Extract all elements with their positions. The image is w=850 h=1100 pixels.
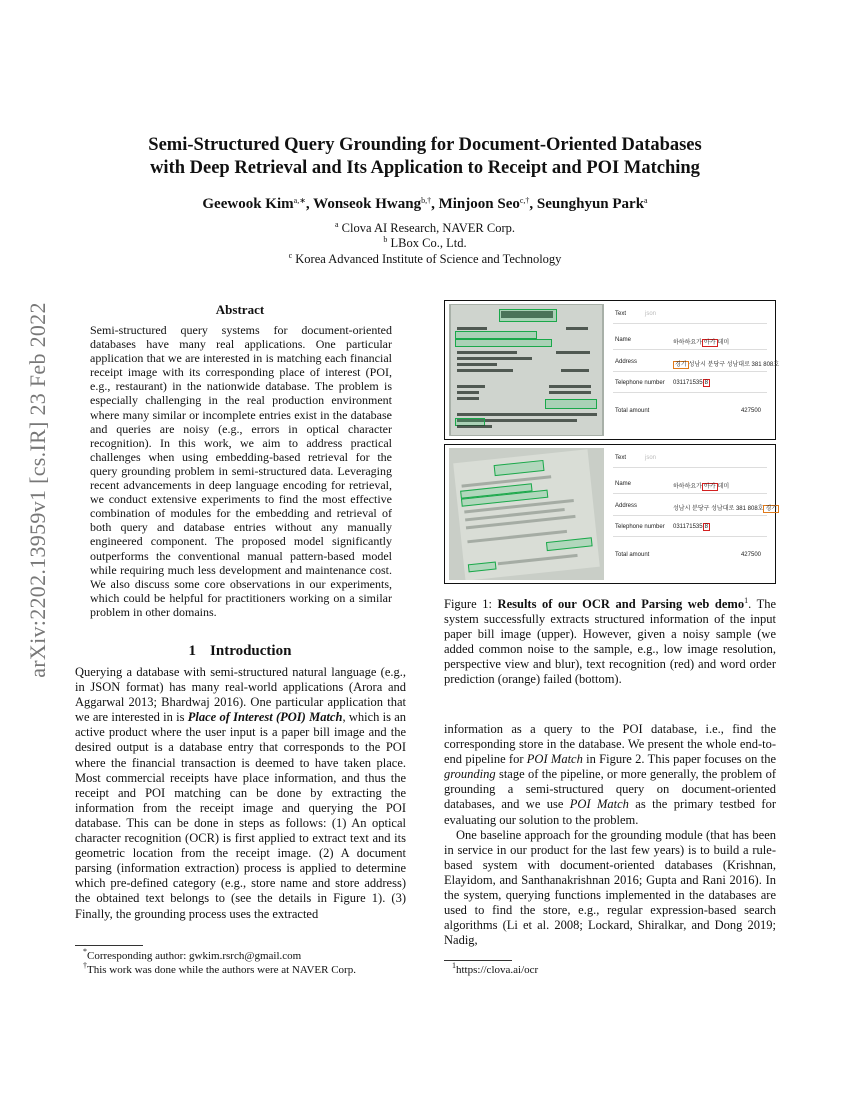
receipt-text-line [566,327,588,330]
form-label: Total amount [615,408,650,414]
receipt-text-line [549,391,591,394]
author-separator: , [431,196,439,212]
author-separator: , [305,196,314,212]
form-value: 427500 [740,552,761,558]
footnote-text: Corresponding author: gwkim.rsrch@gmail.com [87,950,302,962]
form-label: Text [615,311,627,317]
ocr-demo-panel-noisy [444,444,776,584]
paragraph [444,722,776,828]
value-run: 하하하요가 [673,340,702,346]
recognition-error-box: 아카 [703,340,716,346]
order-error-box: 경기 [675,362,687,368]
value-run: 데미 [717,340,730,346]
arxiv-identifier: arXiv:2202.13959v1 [cs.IR] 23 Feb 2022 [25,302,50,678]
author-mark: a [644,196,648,205]
receipt-text-line [457,357,532,360]
receipt-text-line [457,363,497,366]
form-divider [613,493,767,494]
receipt-image-noisy [449,448,604,580]
parsed-form [607,445,778,583]
footnote-mark: 1 [452,961,456,970]
ocr-box [546,537,593,551]
affiliation-mark: a [334,220,339,229]
text-run: Querying a database with semi-structured natural language (e.g., in JSON format) has many real-world applications (Arora and Aggarwal 2013; Bhardwaj 2016). One particular application that we are interested in is [75,665,406,725]
paragraph: One baseline approach for the grounding module (that has been in service in our product for the last few years) is to build a rule-based system with document-oriented databases (Krishnan, Elayidom, and Santhanakrishnan 2016; Gupta and Rani 2016). In the system, querying functions implemented in the databases are used to find the store, e.g., regular expression-based search algorithms (Li et al. 2008; Lockard, Shiralkar, and Dong 2019; Nadig, [444,827,776,948]
receipt-paper [453,449,600,580]
text-run: in Figure 2. This paper focuses on the [582,752,777,767]
form-label: Telephone number [615,380,665,386]
intro-body [75,665,406,922]
footnote-text: This work was done while the authors were at NAVER Corp. [87,964,356,976]
paper-title [100,134,750,180]
author-separator: , [529,196,537,212]
figure-caption [444,597,776,688]
receipt-text-line [457,425,492,428]
affiliation-text: Korea Advanced Institute of Science and Technology [292,252,562,266]
footnote-ref: 1 [744,596,749,605]
ocr-box [455,339,552,347]
recognition-error-box: 8 [704,380,708,386]
ocr-box [545,399,597,409]
emphasis: grounding [444,767,496,782]
emphasis: POI Match [569,797,629,812]
title-line-1: Semi-Structured Query Grounding for Document-Oriented Databases [148,135,702,155]
affiliation-text: LBox Co., Ltd. [387,236,467,250]
author-mark: c,† [519,196,530,205]
ocr-box [499,309,557,322]
form-divider [613,323,767,324]
footnote [83,947,403,963]
receipt-text-line [457,351,517,354]
recognition-error-box: 아카 [703,484,716,490]
receipt-text-line [457,327,487,330]
order-error-box: 경기 [765,506,778,512]
parsed-form [607,301,780,439]
abstract-heading: Abstract [215,302,265,317]
text-run: , which is an active product where the user input is a paper bill image and the desired output is a database entry that corresponds to the POI where the financial transaction is deemed to have taken place. Most commercial receipts have place information, and thus the receipt and POI matching can be done by extracting the information from the receipt image and querying the POI database. This can be done in steps as follows: (1) An optical character recognition (OCR) is first applied to extract text and its geometric location from the receipt image. (2) A document parsing (information extraction) process is applied to determine which pre-defined category (e.g., store name and store address) the obtained text belongs to (see the details in Figure 1). (3) Finally, the grounding process uses the extracted [75,710,407,921]
affiliation [100,235,750,251]
section-heading [75,643,405,660]
text-run: stage of the pipeline, or more generally, the problem of grounding a semi-structured query on document-oriented databases, and we use [444,767,776,812]
form-label: Name [615,337,632,343]
emphasis-poi-match: Place of Interest (POI) Match [187,710,343,725]
abstract-text: Semi-structured query systems for document-oriented databases have many real applications. One particular application that we are interested in is matching each financial receipt image with its corresponding place of interest (POI, e.g., restaurant) in the nationwide database. The problem is especially challenging in the real production environment where many similar or incomplete entries exist in the database and queries are noisy (e.g., errors in optical character recognition). In this work, we aim to address practical challenges when using embedding-based retrieval for the query grounding problem in semi-structured data. Leveraging recent advancements in deep language encoding for retrieval, we conduct extensive experiments to find the most effective combination of modules for the embedding and retrieval of both query and database entries without any manually engineered component. The proposed model significantly outperforms the conventional manual pattern-based model while requiring much less development and maintenance cost. We also discuss some core observations in our experiments, which could be helpful for practitioners working on a similar problem in other domains. [90,323,392,619]
affiliation [100,220,750,236]
form-value [673,380,710,386]
form-divider [613,392,767,393]
section-title: Introduction [210,643,292,659]
form-placeholder: json [645,311,657,317]
form-value [673,503,779,512]
text-run: information as a query to the POI database, i.e., find the corresponding store in the database. We present the whole end-to-end pipeline for [444,722,776,767]
form-value [673,481,729,490]
arxiv-sidebar [18,300,58,680]
form-label: Text [615,455,627,461]
form-value [673,337,729,346]
author-name: Minjoon Seo [438,196,520,212]
recognition-error-box: 8 [704,524,708,530]
value-run: 데미 [717,484,730,490]
footnote-mark: † [83,961,87,970]
form-label: Telephone number [615,524,665,530]
ocr-box [494,460,545,476]
form-placeholder: json [645,455,657,461]
form-label: Address [615,503,638,509]
receipt-text-line [556,351,590,354]
caption-label: Figure 1: [444,597,498,611]
ocr-box [468,561,497,572]
value-run: 031171535 [673,524,703,530]
affiliation-text: Clova AI Research, NAVER Corp. [338,221,516,235]
receipt-text-line [457,385,485,388]
receipt-text-line [561,369,589,372]
author-mark: b,† [421,196,432,205]
receipt-text-line [457,413,597,416]
form-label: Address [615,359,638,365]
receipt-text-line [457,391,479,394]
form-label: Total amount [615,552,650,558]
form-value [673,359,779,368]
value-run: 하하하요가 [673,484,702,490]
emphasis: POI Match [526,752,583,767]
receipt-text-line [549,385,591,388]
section-number: 1 [188,643,197,659]
form-value [673,524,710,530]
value-run: 성남시 분당구 성남대로 381 808호 [688,362,780,368]
caption-text: . The system successfully extracts structured information of the input paper bill image (upper). However, given a noisy sample (we added common noise to the sample, e.g., low image resolution, perspective view and blur), text recognition (red) and word order prediction (orange) failed (bottom). [444,597,777,687]
author-list [100,196,750,213]
affiliation-mark: b [383,235,388,244]
footnote-rule [75,945,143,946]
footnote [452,961,772,977]
form-divider [613,349,767,350]
form-value: 427500 [740,408,761,414]
value-run: 031171535 [673,380,703,386]
receipt-text-line [457,397,479,400]
ocr-demo-panel-clean [444,300,780,440]
figure-1 [444,300,780,586]
author-name: Seunghyun Park [536,196,645,212]
affiliation [100,251,750,267]
ocr-box [455,331,537,339]
form-label: Name [615,481,632,487]
intro-paragraph [75,665,406,922]
receipt-paper [451,305,602,435]
caption-bold: Results of our OCR and Parsing web demo [497,597,745,611]
footnote-url[interactable]: https://clova.ai/ocr [456,964,539,976]
author-mark: a,∗ [293,196,306,205]
author-name: Wonseok Hwang [313,196,422,212]
form-divider [613,515,767,516]
author-name: Geewook Kim [202,196,294,212]
title-line-2: with Deep Retrieval and Its Application to Receipt and POI Matching [150,158,700,178]
footnote [83,961,403,977]
form-divider [613,467,767,468]
right-column-body [444,722,776,948]
form-divider [613,371,767,372]
value-run: 성남시 분당구 성남대로 381 808호 [673,506,764,512]
receipt-image [449,304,604,436]
receipt-text-line [498,554,578,565]
footnote-mark: * [83,947,87,956]
text-run: as the primary testbed for evaluating our solution to the problem. [444,797,777,827]
form-divider [613,536,767,537]
receipt-text-line [457,369,513,372]
affiliation-mark: c [288,251,293,260]
